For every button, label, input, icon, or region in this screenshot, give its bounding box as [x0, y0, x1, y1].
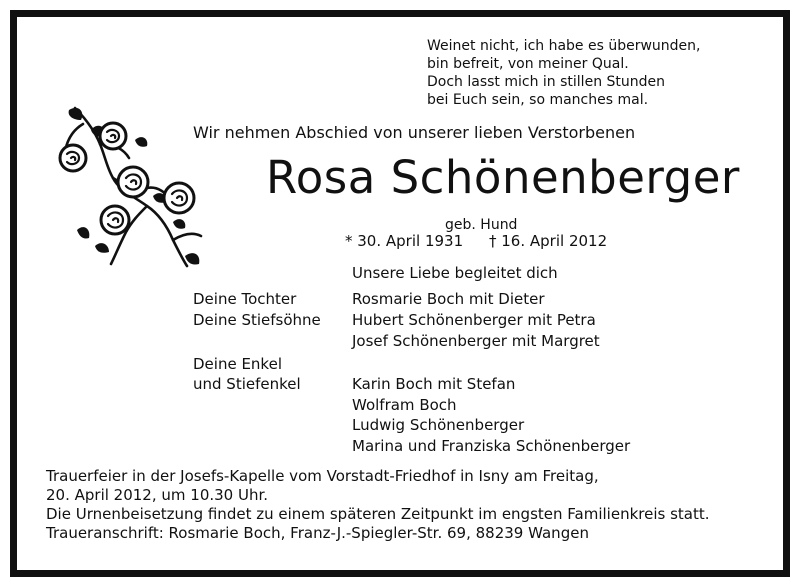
mourner-name: Josef Schönenberger mit Margret: [352, 332, 600, 350]
relation-label: Deine Tochter: [193, 290, 297, 308]
footer-line: 20. April 2012, um 10.30 Uhr.: [46, 486, 269, 504]
footer-line: Die Urnenbeisetzung findet zu einem späteren Zeitpunkt im engsten Familienkreis statt.: [46, 505, 710, 523]
footer-line: Trauerfeier in der Josefs-Kapelle vom Vorstadt-Friedhof in Isny am Freitag,: [46, 467, 599, 485]
poem: [427, 37, 701, 109]
footer-line: Traueranschrift: Rosmarie Boch, Franz-J.-Spiegler-Str. 69, 88239 Wangen: [46, 524, 589, 542]
relation-label: und Stiefenkel: [193, 375, 301, 393]
relation-label: Deine Stiefsöhne: [193, 311, 321, 329]
mourner-name: Karin Boch mit Stefan: [352, 375, 516, 393]
mourner-name: Ludwig Schönenberger: [352, 416, 525, 434]
deceased-name: Rosa Schönenberger: [266, 151, 740, 204]
intro-line: Wir nehmen Abschied von unserer lieben Verstorbenen: [193, 123, 636, 142]
death-date: † 16. April 2012: [489, 232, 608, 250]
birth-date: * 30. April 1931: [345, 232, 464, 250]
mourner-name: Wolfram Boch: [352, 396, 457, 414]
relation-label: Deine Enkel: [193, 355, 282, 373]
poem-line: Weinet nicht, ich habe es überwunden,: [427, 38, 701, 54]
poem-line: bin befreit, von meiner Qual.: [427, 56, 629, 72]
poem-line: Doch lasst mich in stillen Stunden: [427, 74, 666, 90]
poem-line: bei Euch sein, so manches mal.: [427, 92, 649, 108]
funeral-details: [46, 467, 710, 543]
mourner-name: Rosmarie Boch mit Dieter: [352, 290, 545, 308]
love-line: Unsere Liebe begleitet dich: [352, 264, 558, 282]
mourner-name: Hubert Schönenberger mit Petra: [352, 311, 596, 329]
mourner-name: Marina und Franziska Schönenberger: [352, 437, 631, 455]
rose-branch-icon: [55, 100, 215, 270]
maiden-name: geb. Hund: [445, 217, 518, 233]
